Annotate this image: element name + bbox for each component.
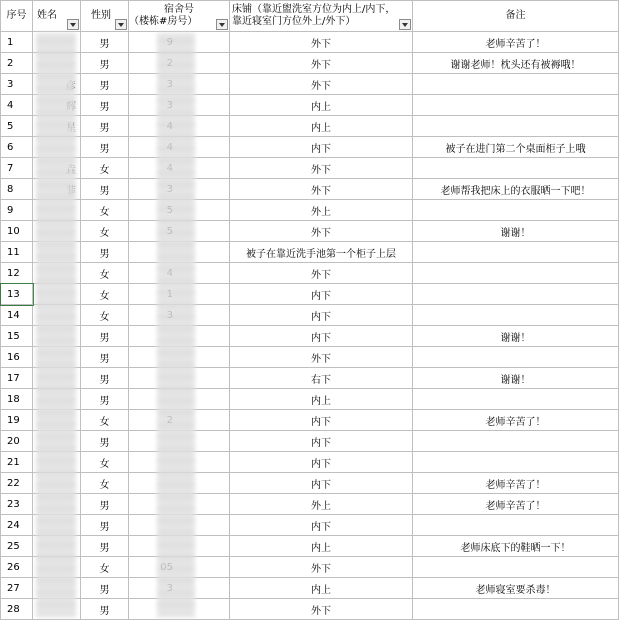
table-row[interactable] xyxy=(1,179,619,200)
cell-note[interactable] xyxy=(413,515,619,536)
cell-index[interactable]: 5 xyxy=(1,116,33,137)
table-row[interactable] xyxy=(1,137,619,158)
cell-index[interactable]: 23 xyxy=(1,494,33,515)
cell-bed[interactable]: 内上 xyxy=(230,536,413,557)
table-row[interactable] xyxy=(1,284,619,305)
header-note xyxy=(413,1,619,32)
name-redaction xyxy=(36,33,76,617)
header-name xyxy=(33,1,81,32)
table-row[interactable] xyxy=(1,305,619,326)
cell-index[interactable]: 15 xyxy=(1,326,33,347)
cell-index[interactable]: 9 xyxy=(1,200,33,221)
header-bed xyxy=(230,1,413,32)
cell-sex[interactable]: 女 xyxy=(81,200,129,221)
cell-note[interactable]: 谢谢！ xyxy=(413,326,619,347)
cell-note[interactable] xyxy=(413,284,619,305)
header-dorm xyxy=(129,1,230,32)
filter-dropdown-icon[interactable] xyxy=(115,19,127,30)
table-row[interactable] xyxy=(1,53,619,74)
cell-index[interactable]: 7 xyxy=(1,158,33,179)
cell-index[interactable]: 21 xyxy=(1,452,33,473)
cell-note[interactable] xyxy=(413,305,619,326)
cell-bed[interactable]: 内下 xyxy=(230,284,413,305)
cell-note[interactable] xyxy=(413,158,619,179)
cell-sex[interactable]: 男 xyxy=(81,494,129,515)
table-row[interactable] xyxy=(1,368,619,389)
cell-note[interactable] xyxy=(413,263,619,284)
cell-sex[interactable]: 女 xyxy=(81,452,129,473)
cell-sex[interactable]: 男 xyxy=(81,599,129,620)
table-row[interactable] xyxy=(1,410,619,431)
cell-note[interactable]: 老师帮我把床上的衣服晒一下吧！ xyxy=(413,179,619,200)
cell-sex[interactable]: 男 xyxy=(81,578,129,599)
cell-bed[interactable]: 内下 xyxy=(230,515,413,536)
header-idx xyxy=(1,1,33,32)
cell-bed[interactable]: 外下 xyxy=(230,53,413,74)
table-row[interactable] xyxy=(1,200,619,221)
table-row[interactable] xyxy=(1,158,619,179)
table-row[interactable] xyxy=(1,74,619,95)
cell-bed[interactable]: 右下 xyxy=(230,368,413,389)
table-row[interactable] xyxy=(1,221,619,242)
table-row[interactable] xyxy=(1,242,619,263)
cell-sex[interactable]: 男 xyxy=(81,368,129,389)
cell-index[interactable]: 3 xyxy=(1,74,33,95)
header-row xyxy=(1,1,619,32)
table-row[interactable] xyxy=(1,431,619,452)
cell-note[interactable]: 老师床底下的鞋晒一下！ xyxy=(413,536,619,557)
cell-bed[interactable]: 外下 xyxy=(230,557,413,578)
table-row[interactable] xyxy=(1,515,619,536)
table-row[interactable] xyxy=(1,494,619,515)
header-sex-label: 性别 xyxy=(91,10,111,21)
cell-bed[interactable]: 外下 xyxy=(230,263,413,284)
header-bed-label: 床铺（靠近盥洗室方位为内上/内下，靠近寝室门方位外上/外下） xyxy=(232,4,396,27)
cell-bed[interactable]: 被子在靠近洗手池第一个柜子上层 xyxy=(230,242,413,263)
dorm-redaction xyxy=(157,33,195,617)
cell-sex[interactable]: 男 xyxy=(81,536,129,557)
header-name-label: 姓名 xyxy=(37,10,57,21)
cell-index[interactable]: 16 xyxy=(1,347,33,368)
cell-index[interactable]: 4 xyxy=(1,95,33,116)
table-row[interactable] xyxy=(1,116,619,137)
cell-note[interactable] xyxy=(413,200,619,221)
cell-sex[interactable]: 男 xyxy=(81,431,129,452)
cell-index[interactable]: 1 xyxy=(1,32,33,53)
cell-index[interactable]: 19 xyxy=(1,410,33,431)
cell-index[interactable]: 8 xyxy=(1,179,33,200)
cell-index[interactable]: 17 xyxy=(1,368,33,389)
cell-note[interactable] xyxy=(413,242,619,263)
cell-sex[interactable]: 男 xyxy=(81,326,129,347)
header-dorm-label: 宿舍号 xyxy=(164,4,194,15)
cell-note[interactable] xyxy=(413,599,619,620)
header-sex xyxy=(81,1,129,32)
cell-sex[interactable]: 女 xyxy=(81,473,129,494)
cell-bed[interactable]: 外下 xyxy=(230,74,413,95)
cell-index[interactable]: 14 xyxy=(1,305,33,326)
cell-index[interactable]: 26 xyxy=(1,557,33,578)
table-row[interactable] xyxy=(1,599,619,620)
filter-dropdown-icon[interactable] xyxy=(67,19,79,30)
cell-bed[interactable]: 外下 xyxy=(230,158,413,179)
cell-index[interactable]: 12 xyxy=(1,263,33,284)
cell-bed[interactable]: 外上 xyxy=(230,494,413,515)
cell-note[interactable] xyxy=(413,452,619,473)
cell-index[interactable]: 27 xyxy=(1,578,33,599)
cell-sex[interactable]: 男 xyxy=(81,74,129,95)
cell-sex[interactable]: 女 xyxy=(81,305,129,326)
cell-bed[interactable]: 内下 xyxy=(230,410,413,431)
table-row[interactable] xyxy=(1,95,619,116)
table-row[interactable] xyxy=(1,536,619,557)
cell-note[interactable]: 老师辛苦了！ xyxy=(413,410,619,431)
cell-note[interactable]: 老师辛苦了！ xyxy=(413,494,619,515)
filter-dropdown-icon[interactable] xyxy=(216,19,228,30)
cell-note[interactable] xyxy=(413,116,619,137)
cell-note[interactable] xyxy=(413,431,619,452)
cell-index[interactable]: 22 xyxy=(1,473,33,494)
cell-bed[interactable]: 外下 xyxy=(230,32,413,53)
cell-index[interactable]: 24 xyxy=(1,515,33,536)
cell-sex[interactable]: 男 xyxy=(81,32,129,53)
cell-note[interactable] xyxy=(413,74,619,95)
cell-bed[interactable]: 外上 xyxy=(230,200,413,221)
cell-sex[interactable]: 女 xyxy=(81,263,129,284)
cell-note[interactable] xyxy=(413,389,619,410)
cell-note[interactable]: 老师辛苦了！ xyxy=(413,473,619,494)
cell-index[interactable]: 6 xyxy=(1,137,33,158)
cell-bed[interactable]: 内下 xyxy=(230,473,413,494)
cell-note[interactable]: 老师寝室要杀毒！ xyxy=(413,578,619,599)
table-row[interactable] xyxy=(1,326,619,347)
header-idx-label: 序号 xyxy=(6,10,27,21)
table-body xyxy=(1,32,619,620)
cell-sex[interactable]: 男 xyxy=(81,389,129,410)
table-row[interactable] xyxy=(1,578,619,599)
cell-bed[interactable]: 内下 xyxy=(230,431,413,452)
cell-index[interactable]: 2 xyxy=(1,53,33,74)
table-row[interactable] xyxy=(1,473,619,494)
cell-index[interactable]: 28 xyxy=(1,599,33,620)
cell-index[interactable]: 20 xyxy=(1,431,33,452)
cell-sex[interactable]: 女 xyxy=(81,284,129,305)
header-note-label: 备注 xyxy=(505,10,526,21)
cell-index[interactable]: 11 xyxy=(1,242,33,263)
cell-sex[interactable]: 男 xyxy=(81,137,129,158)
cell-sex[interactable]: 男 xyxy=(81,515,129,536)
cell-bed[interactable]: 外下 xyxy=(230,347,413,368)
cell-sex[interactable]: 女 xyxy=(81,221,129,242)
cell-index[interactable]: 10 xyxy=(1,221,33,242)
cell-bed[interactable]: 外下 xyxy=(230,179,413,200)
table-row[interactable] xyxy=(1,389,619,410)
cell-sex[interactable]: 男 xyxy=(81,347,129,368)
cell-index[interactable]: 25 xyxy=(1,536,33,557)
cell-note[interactable]: 谢谢！ xyxy=(413,221,619,242)
cell-sex[interactable]: 男 xyxy=(81,116,129,137)
cell-index[interactable]: 18 xyxy=(1,389,33,410)
cell-note[interactable]: 老师辛苦了！ xyxy=(413,32,619,53)
cell-sex[interactable]: 男 xyxy=(81,95,129,116)
table-row[interactable] xyxy=(1,263,619,284)
cell-note[interactable]: 被子在进门第二个桌面柜子上哦 xyxy=(413,137,619,158)
cell-note[interactable] xyxy=(413,95,619,116)
cell-bed[interactable]: 内上 xyxy=(230,95,413,116)
filter-dropdown-icon[interactable] xyxy=(399,19,411,30)
cell-sex[interactable]: 男 xyxy=(81,242,129,263)
table-row[interactable] xyxy=(1,557,619,578)
cell-note[interactable] xyxy=(413,347,619,368)
cell-sex[interactable]: 男 xyxy=(81,53,129,74)
cell-bed[interactable]: 内下 xyxy=(230,305,413,326)
cell-bed[interactable]: 内上 xyxy=(230,389,413,410)
cell-sex[interactable]: 女 xyxy=(81,557,129,578)
table-row[interactable] xyxy=(1,347,619,368)
cell-bed[interactable]: 外下 xyxy=(230,221,413,242)
header-dorm-sublabel: （楼栋#房号） xyxy=(129,16,198,27)
cell-bed[interactable]: 内下 xyxy=(230,137,413,158)
cell-note[interactable] xyxy=(413,557,619,578)
cell-bed[interactable]: 内下 xyxy=(230,452,413,473)
cell-note[interactable]: 谢谢老师！枕头还有被褥哦！ xyxy=(413,53,619,74)
cell-sex[interactable]: 女 xyxy=(81,410,129,431)
cell-sex[interactable]: 男 xyxy=(81,179,129,200)
cell-note[interactable]: 谢谢！ xyxy=(413,368,619,389)
cell-bed[interactable]: 外下 xyxy=(230,599,413,620)
cell-sex[interactable]: 女 xyxy=(81,158,129,179)
cell-index[interactable]: 13 xyxy=(1,284,33,305)
table-row[interactable] xyxy=(1,32,619,53)
cell-bed[interactable]: 内上 xyxy=(230,578,413,599)
cell-bed[interactable]: 内下 xyxy=(230,326,413,347)
table-row[interactable] xyxy=(1,452,619,473)
cell-bed[interactable]: 内上 xyxy=(230,116,413,137)
